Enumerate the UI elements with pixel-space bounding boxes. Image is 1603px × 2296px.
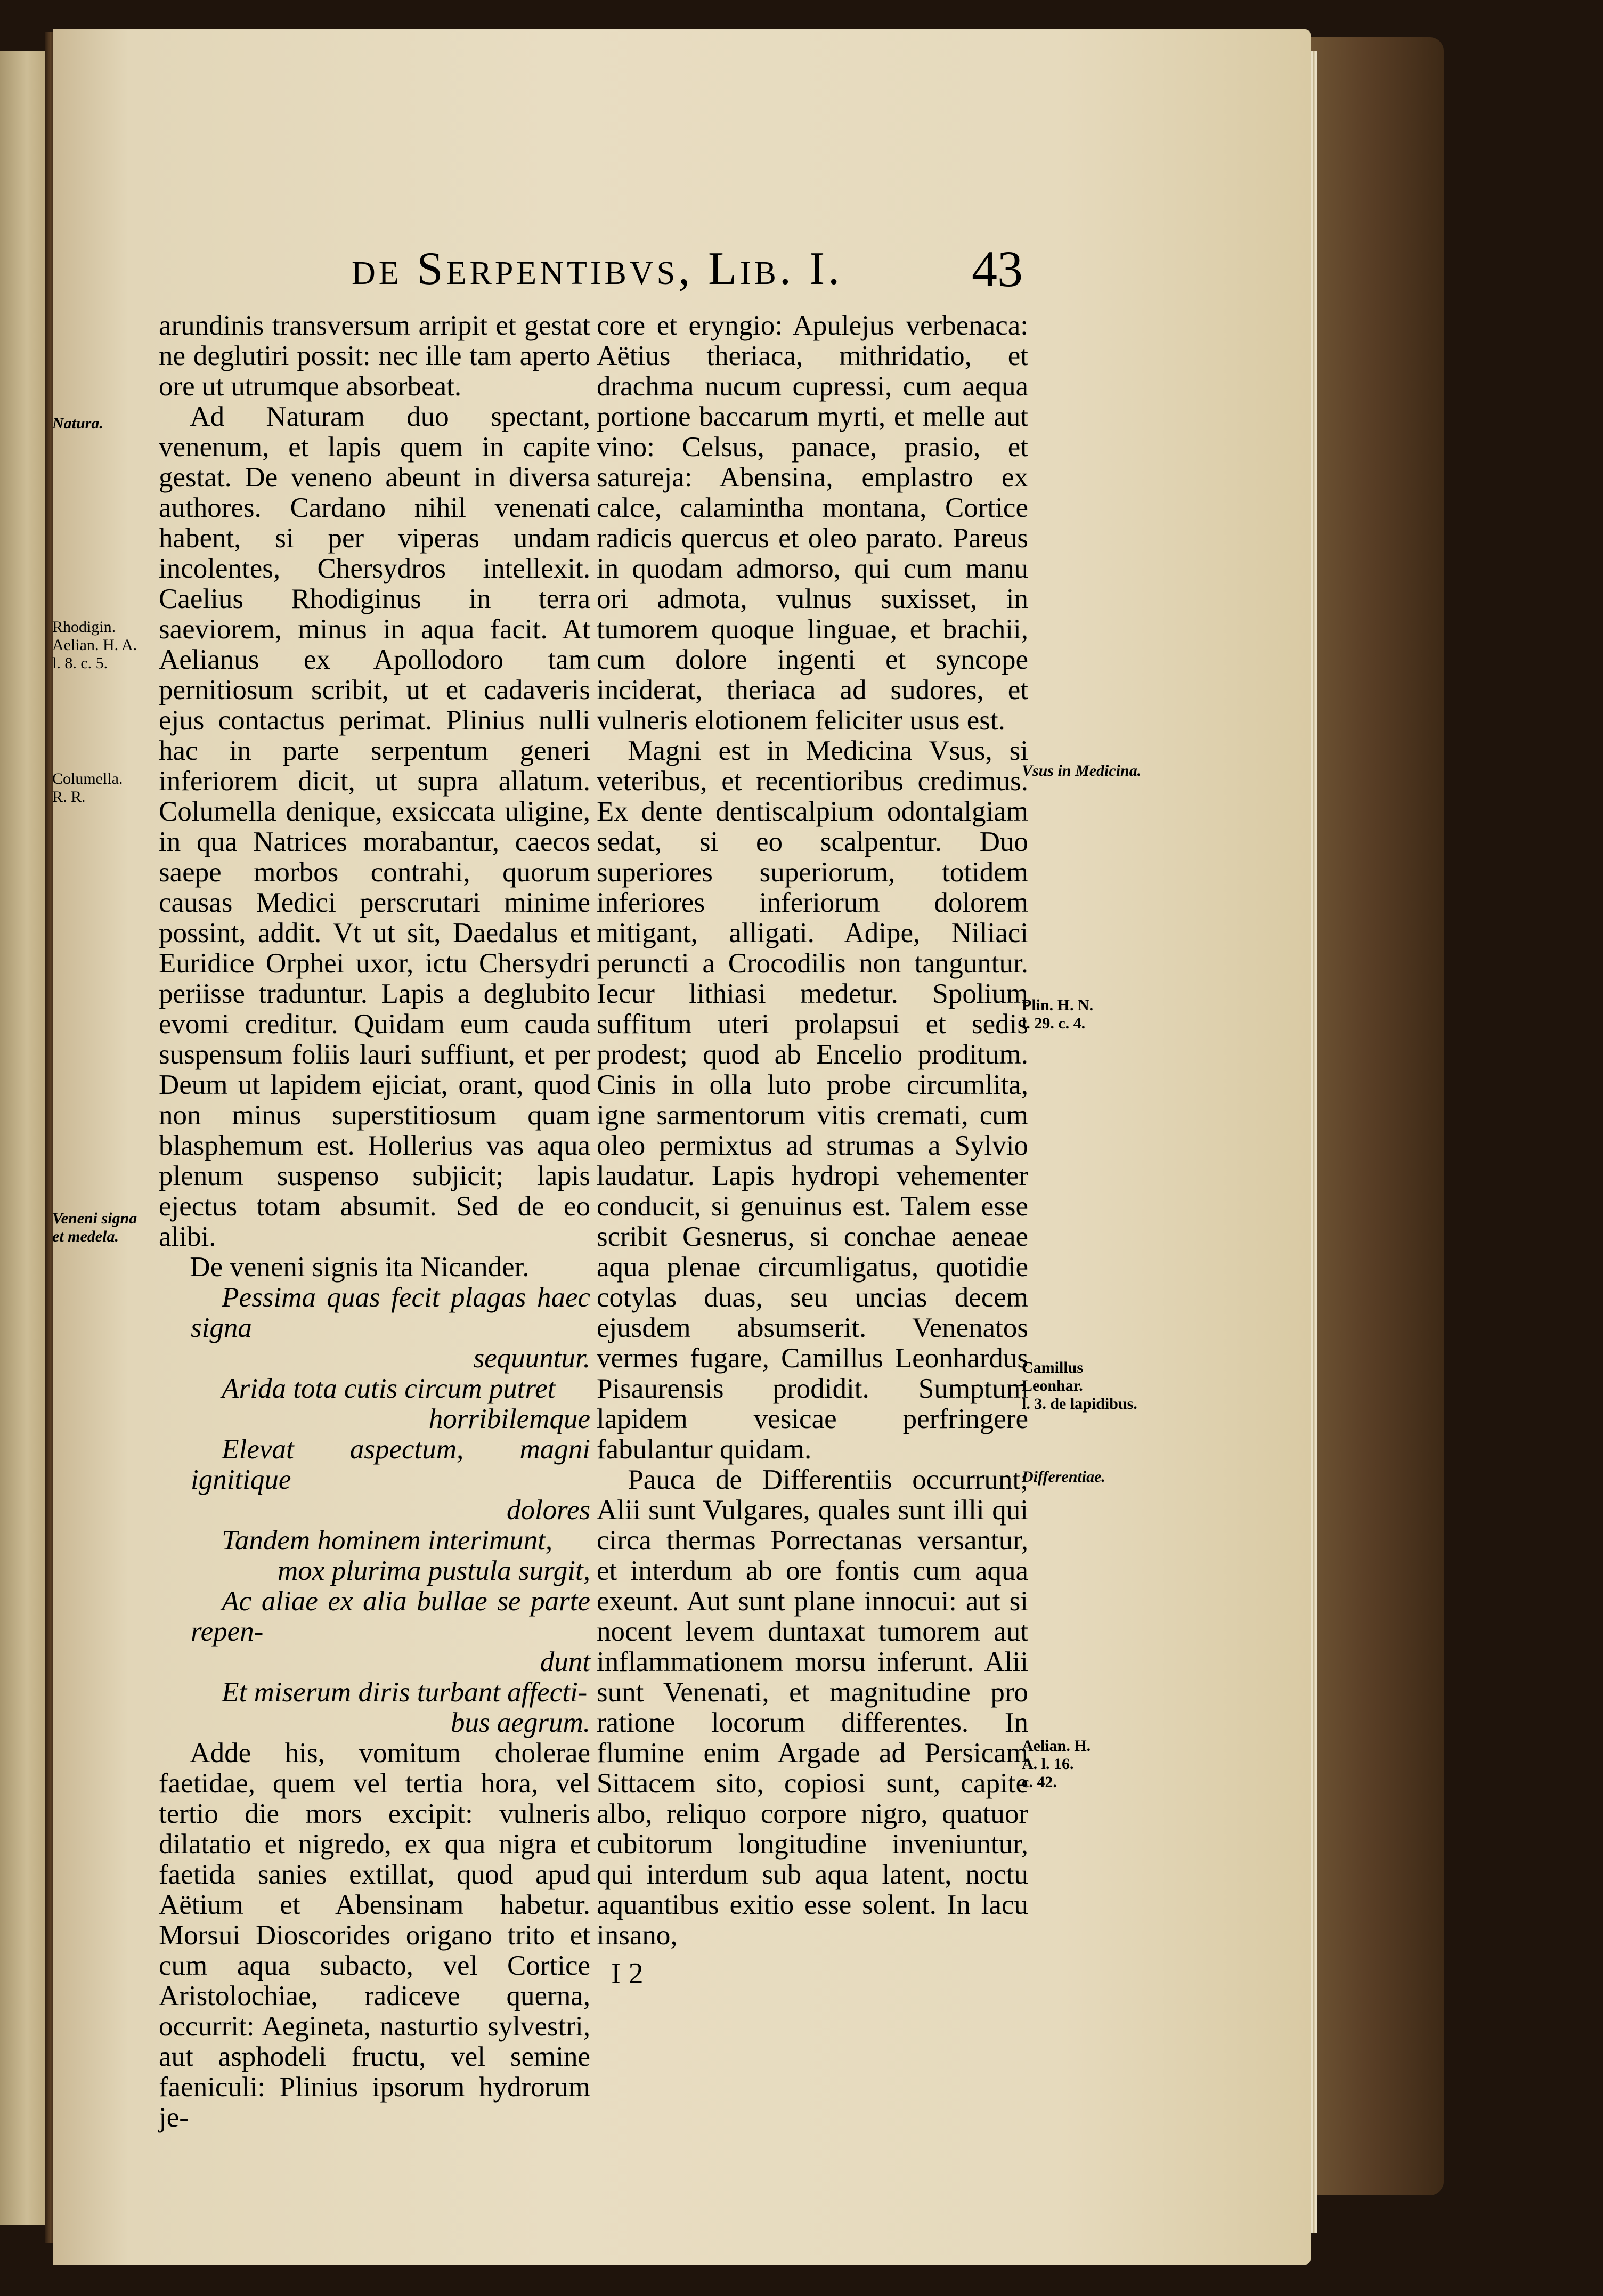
signature-mark: I 2 — [611, 1957, 644, 1990]
verse-line: Tandem hominem interimunt, mox plurima pustula surgit, — [222, 1525, 590, 1586]
margin-note-camillus: Camillus Leonhar. l. 3. de lapidibus. — [1022, 1359, 1137, 1413]
paragraph: core et eryngio: Apulejus verbenaca: Aëtius theriaca, mithridatio, et drachma nucum cupressi, cum aequa portione baccarum myrti, et melle aut vino: Celsus, panace, prasio, et satureja: Abensina, emplastro ex calce, calamintha montana, Cortice radicis quercus et oleo parato. Pareus in quodam admorso, qui cum manu ori admota, vulnus suxisset, in tumorem quoque linguae, et brachii, cum dolore ingenti et syncope inciderat, theriaca ad sudores, et vulneris elotionem feliciter usus est. — [597, 310, 1028, 736]
running-title: de Serpentibvs, Lib. I. — [352, 243, 843, 295]
margin-note-aelian: Aelian. H. A. l. 16. c. 42. — [1022, 1737, 1091, 1791]
paragraph: Ad Naturam duo spectant, venenum, et lapis quem in capite gestat. De veneno abeunt in diversa authores. Cardano nihil venenati habent, si per viperas undam incolentes, Chersydros intellexit. Caelius Rhodiginus in terra saeviorem, minus in aqua facit. At Aelianus ex Apollodoro tam pernitiosum scribit, ut et cadaveris ejus contactus perimat. Plinius nulli hac in parte serpentum generi inferiorem dicit, ut supra allatum. Columella denique, exsiccata uligine, in qua Natrices morabantur, caecos saepe morbos contrahi, quorum causas Medici perscrutari minime possint, addit. Vt ut sit, Daedalus et Euridice Orphei uxor, ictu Chersydri periisse traduntur. Lapis a deglubito evomi creditur. Quidam eum cauda suspensum foliis lauri suffiunt, et per Deum ut lapidem ejiciat, orant, quod non minus superstitiosum quam blasphemum est. Hollerius vas aqua plenum suspenso subjicit; lapis ejectus totam absumit. Sed de eo alibi. — [159, 401, 590, 1252]
paragraph: De veneni signis ita Nicander. — [190, 1252, 530, 1283]
margin-note-usus: Vsus in Medicina. — [1022, 762, 1142, 780]
page-number: 43 — [972, 240, 1023, 297]
book-cover-edge — [1311, 37, 1444, 2195]
paragraph: Adde his, vomitum cholerae faetidae, quem vel tertia hora, vel tertio die mors excipit: vulneris dilatatio et nigredo, ex qua nigra et faetida sanies extillat, quod apud Aëtium et Abensinam habetur. Morsui Dioscorides origano trito et cum aqua subacto, vel Cortice Aristolochiae, radiceve querna, occurrit: Aegineta, nasturtio sylvestri, aut asphodeli fructu, vel semine faeniculi: Plinius ipsorum hydrorum je- — [159, 1738, 590, 2133]
paragraph: Magni est in Medicina Vsus, si veteribus, et recentioribus credimus. Ex dente dentiscalpium odontalgiam sedat, si eo scalpentur. Duo superiores superiorum, totidem inferiores inferiorum dolorem mitigant, alligati. Adipe, Niliaci peruncti a Crocodilis non tanguntur. Iecur lithiasi medetur. Spolium suffitum uteri prolapsui et sedis prodest; quod ab Encelio proditum. Cinis in olla luto probe circumlita, igne sarmentorum vitis cremati, cum oleo permixtus ad strumas a Sylvio laudatur. Lapis hydropi vehementer conducit, si genuinus est. Talem esse scribit Gesnerus, si conchae aeneae aqua plenae circumligatus, quotidie cotylas duas, seu uncias decem ejusdem absumserit. Venenatos vermes fugare, Camillus Leonhardus Pisaurensis prodidit. Sumptum lapidem vesicae perfringere fabulantur quidam. — [597, 735, 1028, 1465]
verse-line: Arida tota cutis circum putret horribilemque — [222, 1373, 590, 1434]
paragraph: Pauca de Differentiis occurrunt; Alii sunt Vulgares, quales sunt illi qui circa thermas Porrectanas versantur, et interdum ab ore fontis cum aqua exeunt. Aut sunt plane innocui: aut si nocent levem duntaxat tumorem aut inflammationem morsu inferunt. Alii sunt Venenati, et magnitudine pro ratione locorum differentes. In flumine enim Argade ad Persicam Sittacem sito, copiosi sunt, capite albo, reliquo corpore nigro, quatuor cubitorum longitudine inveniuntur, qui interdum sub aqua latent, noctu aquantibus exitio esse solent. In lacu insano, — [597, 1464, 1028, 1951]
right-text-column — [597, 311, 1028, 1981]
margin-note-plinius: Plin. H. N. l. 29. c. 4. — [1022, 996, 1094, 1032]
left-text-column — [159, 310, 590, 2133]
verse-line: Ac aliae ex alia bullae se parte repen- dunt — [191, 1586, 590, 1677]
nicander-verse — [159, 1283, 590, 1738]
paragraph: arundinis transversum arripit et gestat ne deglutiri possit: nec ille tam aperto ore ut utrumque absorbeat. — [159, 310, 590, 402]
facing-page-edge — [0, 51, 49, 2225]
verse-line: Et miserum diris turbant affecti- bus aegrum. — [222, 1677, 590, 1738]
margin-note-natura: Natura. — [52, 415, 103, 432]
margin-note-differentiae: Differentiae. — [1022, 1468, 1105, 1486]
verse-line: Pessima quas fecit plagas haec signa sequuntur. — [191, 1282, 590, 1374]
margin-note-columella: Columella. R. R. — [52, 770, 123, 806]
margin-note-rhodigin: Rhodigin. Aelian. H. A. l. 8. c. 5. — [52, 618, 137, 672]
margin-note-veneni: Veneni signa et medela. — [52, 1210, 137, 1245]
verse-line: Elevat aspectum, magni ignitique dolores — [191, 1434, 590, 1526]
